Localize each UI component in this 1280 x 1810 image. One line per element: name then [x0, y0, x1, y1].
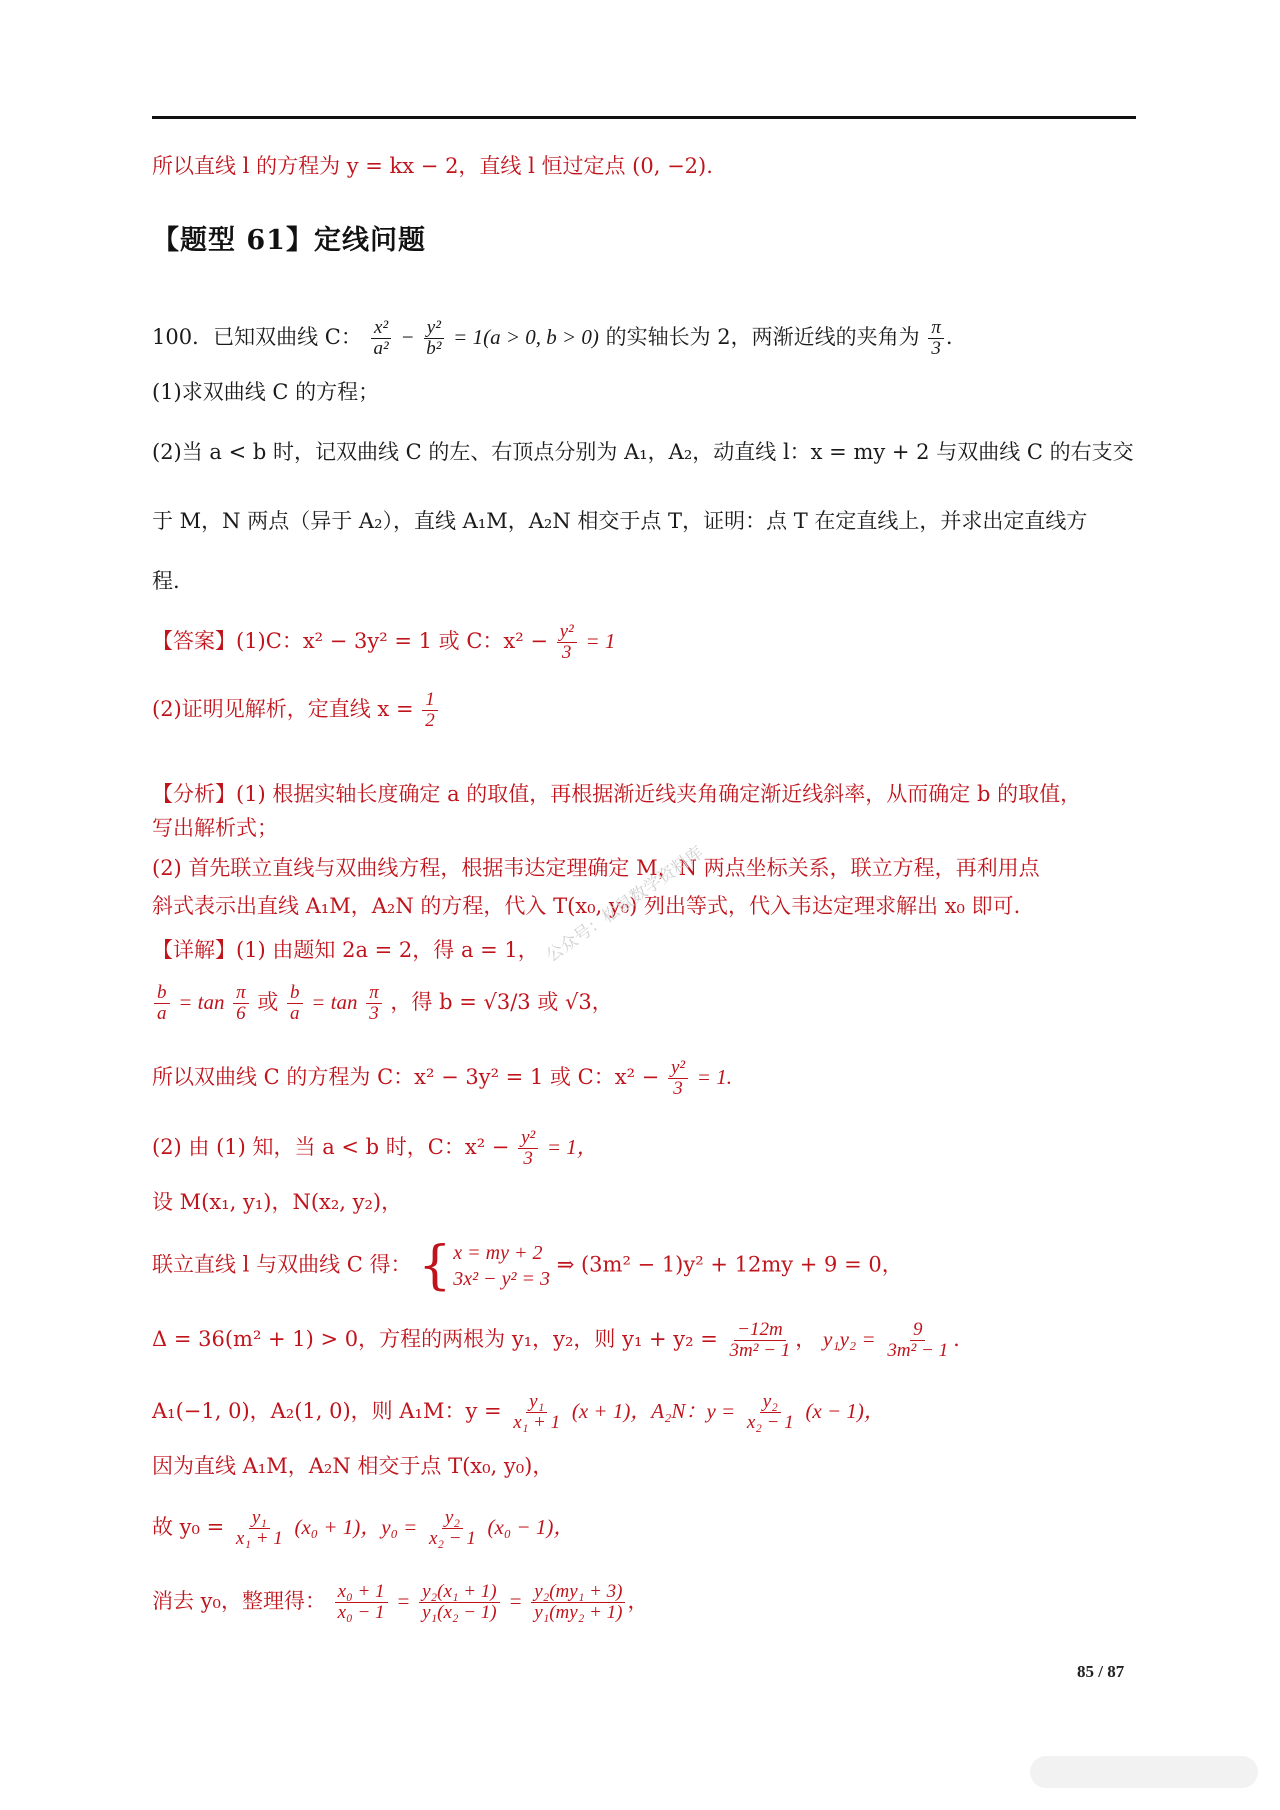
- detail-line9: 因为直线 A₁M，A₂N 相交于点 T(x₀, y₀)，: [152, 1454, 554, 1478]
- header-line: 所以直线 l 的方程为 y = kx − 2，直线 l 恒过定点 (0, −2).: [152, 154, 713, 178]
- analysis-line2: 写出解析式；: [152, 816, 278, 840]
- answer-line1: 【答案】(1)C：x² − 3y² = 1 或 C：x² − $\frac{\text{y²}}{3}$ = 1: [152, 621, 616, 663]
- section-title: 【题型 61】定线问题: [152, 225, 426, 256]
- detail-line2: $\frac{b}{a}$ = tan $\frac{\pi}{6}$ 或 $\frac{b}{a}$ = tan $\frac{\pi}{3}$ ，得 b = √3/3 或 √3，: [152, 983, 1160, 1024]
- analysis-line1: 【分析】(1) 根据实轴长度确定 a 的取值，再根据渐近线夹角确定渐近线斜率，从而确定 b 的取值，: [152, 782, 1082, 806]
- detail-line11: 消去 y₀，整理得： $\frac{\text{x₀ + 1}}{\text{x₀ − 1}}$ = $\frac{\text{y₂(x₁ + 1)}}{\text{y₁(x₂ − 1)}}$ = $\frac{\text{y₂(my₁ + 3)}}{\text{y₁(my₂ + 1)}}$ ，: [152, 1581, 649, 1623]
- detail-line7: Δ = 36(m² + 1) > 0，方程的两根为 y₁，y₂，则 y₁ + y₂ = $\frac{-12m}{\text{3m² − 1}}$ ， y₁y₂ = $\frac{9}{\text{3m² − 1}}$ .: [152, 1319, 960, 1361]
- detail-line5: 设 M(x₁, y₁)，N(x₂, y₂)，: [152, 1190, 403, 1214]
- detail-line1: 【详解】(1) 由题知 2a = 2，得 a = 1，: [152, 938, 539, 962]
- problem-part1: (1)求双曲线 C 的方程；: [152, 380, 380, 404]
- answer-line2: (2)证明见解析，定直线 x = $\frac{1}{2}$: [152, 690, 1160, 731]
- header-rule: [152, 116, 1136, 119]
- analysis-line3: (2) 首先联立直线与双曲线方程，根据韦达定理确定 M，N 两点坐标关系，联立方程，再利用点: [152, 856, 1040, 880]
- problem-part2-line1: (2)当 a < b 时，记双曲线 C 的左、右顶点分别为 A₁，A₂，动直线 l：x = my + 2 与双曲线 C 的右支交: [152, 440, 1134, 464]
- detail-line10: 故 y₀ = $\frac{\text{y₁}}{\text{x₁ + 1}}$ (x₀ + 1)，y₀ = $\frac{\text{y₂}}{\text{x₂ − 1}}$ (x₀ − 1)，: [152, 1507, 575, 1549]
- problem-part2-line2: 于 M，N 两点（异于 A₂），直线 A₁M，A₂N 相交于点 T，证明：点 T 在定直线上，并求出定直线方: [152, 509, 1088, 533]
- detail-line3: 所以双曲线 C 的方程为 C：x² − 3y² = 1 或 C：x² − $\frac{\text{y²}}{3}$ = 1.: [152, 1057, 732, 1099]
- problem-part2-line3: 程.: [152, 569, 180, 593]
- equation-system: { x = my + 2 3x² − y² = 3: [418, 1236, 551, 1296]
- detail-line6: 联立直线 l 与双曲线 C 得： { x = my + 2 3x² − y² = 3 ⇒ (3m² − 1)y² + 12my + 9 = 0，: [152, 1236, 903, 1296]
- detail-line8: A₁(−1, 0)，A₂(1, 0)，则 A₁M：y = $\frac{\text{y₁}}{\text{x₁ + 1}}$ (x + 1)，A₂N：y = $\frac{\text{y₂}}{\text{x₂ − 1}}$ (x − 1)，: [152, 1391, 885, 1433]
- analysis-line4: 斜式表示出直线 A₁M，A₂N 的方程，代入 T(x₀, y₀) 列出等式，代入韦达定理求解出 x₀ 即可.: [152, 894, 1021, 918]
- detail-line4: (2) 由 (1) 知，当 a < b 时，C：x² − $\frac{\text{y²}}{3}$ = 1，: [152, 1127, 598, 1169]
- page-number: 85 / 87: [1077, 1662, 1125, 1681]
- app-logo: [1030, 1752, 1260, 1792]
- problem-intro: 100．已知双曲线 C： $\frac{\text{x²}}{\text{a²}}$ − $\frac{\text{y²}}{\text{b²}}$ = 1(a > 0, b > 0) 的实轴长为 2，两渐近线的夹角为 $\frac{\pi}{3}$ .: [152, 317, 953, 359]
- watermark-text: 公众号：松鼠数学资料库: [542, 842, 708, 967]
